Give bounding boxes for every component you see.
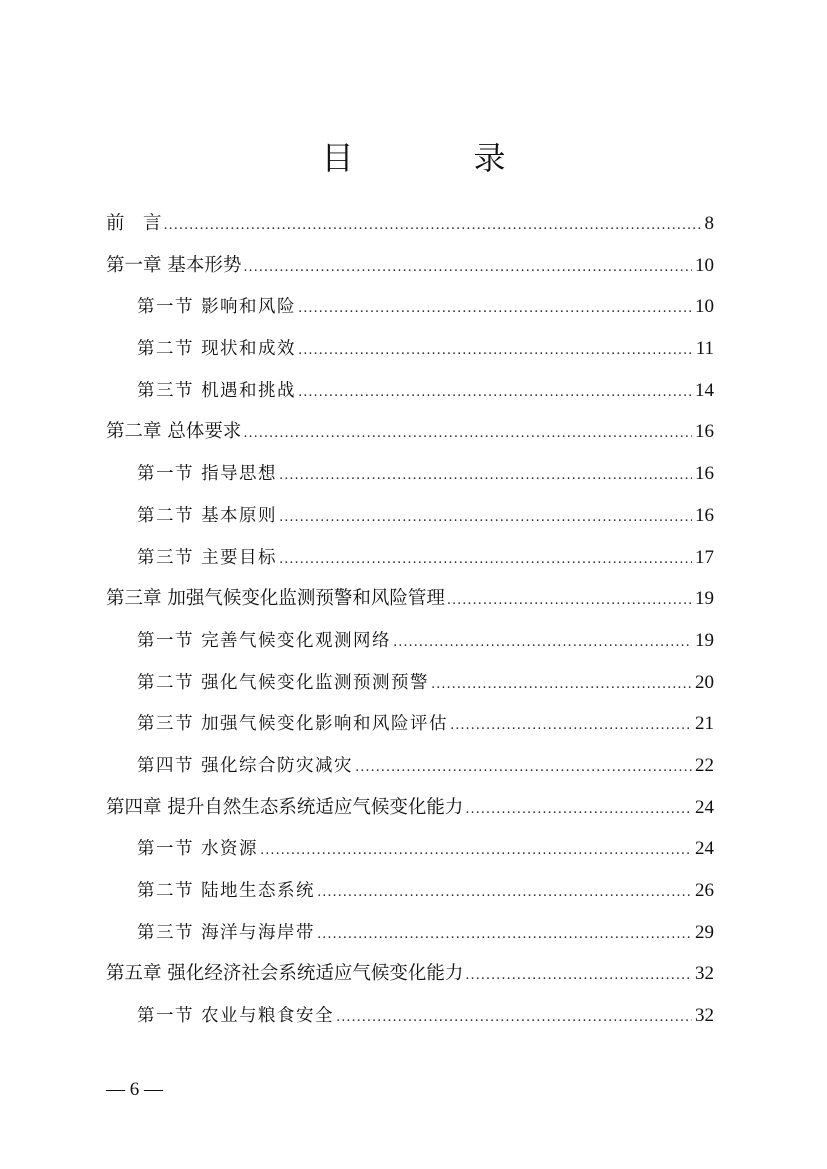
toc-entry-label: 第四章 提升自然生态系统适应气候变化能力 bbox=[106, 796, 464, 818]
toc-page-number: 20 bbox=[695, 671, 714, 693]
toc-section-entry[interactable] bbox=[106, 745, 714, 787]
toc-entry-label: 第三节 加强气候变化影响和风险评估 bbox=[137, 714, 449, 735]
toc-chapter-entry[interactable] bbox=[106, 953, 714, 995]
toc-entry-label: 第一节 影响和风险 bbox=[137, 297, 297, 318]
toc-chapter-entry[interactable] bbox=[106, 411, 714, 453]
page-title: 目 录 bbox=[321, 139, 550, 178]
toc-entry-label: 第一节 完善气候变化观测网络 bbox=[137, 630, 392, 651]
toc-entry-label: 第一节 指导思想 bbox=[137, 464, 278, 485]
toc-page-number: 8 bbox=[704, 213, 714, 234]
toc-dot-leader bbox=[393, 622, 692, 664]
toc-page-number: 17 bbox=[695, 546, 714, 568]
toc-entry-label: 第三节 海洋与海岸带 bbox=[137, 922, 316, 943]
toc-entry-label: 第一节 水资源 bbox=[137, 839, 259, 860]
toc-dot-leader bbox=[279, 497, 692, 539]
toc-section-entry[interactable] bbox=[106, 453, 714, 495]
toc-page-number: 19 bbox=[695, 629, 714, 651]
toc-section-entry[interactable] bbox=[106, 286, 714, 328]
toc-entry-label: 第二章 总体要求 bbox=[106, 421, 242, 443]
toc-section-entry[interactable] bbox=[106, 828, 714, 870]
toc-dot-leader bbox=[450, 705, 692, 747]
toc-entry-label: 第一章 基本形势 bbox=[106, 254, 242, 276]
page-number-footer: — 6 — bbox=[106, 1079, 163, 1100]
toc-dot-leader bbox=[465, 955, 692, 997]
toc-entry-label: 第二节 现状和成效 bbox=[137, 339, 297, 360]
toc-entry-label: 第五章 强化经济社会系统适应气候变化能力 bbox=[106, 963, 464, 985]
toc-dot-leader bbox=[243, 247, 692, 289]
toc-entry-label: 第三章 加强气候变化监测预警和风险管理 bbox=[106, 588, 445, 610]
toc-dot-leader bbox=[447, 580, 692, 622]
toc-page-number: 11 bbox=[695, 338, 714, 360]
toc-section-entry[interactable] bbox=[106, 703, 714, 745]
toc-dot-leader bbox=[279, 539, 692, 581]
toc-dot-leader bbox=[243, 413, 692, 455]
toc-dot-leader bbox=[465, 789, 692, 831]
toc-chapter-entry[interactable] bbox=[106, 578, 714, 620]
toc-page-number: 22 bbox=[695, 754, 714, 776]
toc-chapter-entry[interactable] bbox=[106, 787, 714, 829]
toc-page-number: 16 bbox=[695, 463, 714, 485]
toc-dot-leader bbox=[317, 914, 692, 956]
toc-page-number: 14 bbox=[695, 379, 714, 401]
toc-section-entry[interactable] bbox=[106, 495, 714, 537]
toc-entry-label: 第三节 机遇和挑战 bbox=[137, 380, 297, 401]
toc-page-number: 32 bbox=[695, 963, 714, 985]
toc-chapter-entry[interactable] bbox=[106, 203, 714, 245]
toc-page-number: 29 bbox=[695, 921, 714, 943]
toc-dot-leader bbox=[164, 205, 702, 247]
toc-page-number: 16 bbox=[695, 504, 714, 526]
toc-page-number: 19 bbox=[695, 588, 714, 610]
toc-dot-leader bbox=[260, 830, 692, 872]
toc-page-number: 10 bbox=[695, 254, 714, 276]
toc-section-entry[interactable] bbox=[106, 620, 714, 662]
toc-page-number: 24 bbox=[695, 796, 714, 818]
toc-dot-leader bbox=[336, 997, 692, 1039]
toc-page-number: 21 bbox=[695, 713, 714, 735]
toc-dot-leader bbox=[279, 455, 692, 497]
toc-entry-label: 第二节 陆地生态系统 bbox=[137, 881, 316, 901]
toc-dot-leader bbox=[298, 330, 693, 372]
toc-dot-leader bbox=[317, 872, 692, 914]
toc-dot-leader bbox=[298, 288, 692, 330]
toc-section-entry[interactable] bbox=[106, 537, 714, 579]
toc-entry-label: 第二节 强化气候变化监测预测预警 bbox=[137, 672, 430, 693]
toc-chapter-entry[interactable] bbox=[106, 245, 714, 287]
toc-entry-label: 第二节 基本原则 bbox=[137, 505, 278, 526]
toc-entry-label: 第四节 强化综合防灾减灾 bbox=[137, 755, 354, 776]
toc-page-number: 16 bbox=[695, 421, 714, 443]
toc-dot-leader bbox=[431, 664, 692, 706]
toc-page-number: 24 bbox=[695, 838, 714, 860]
toc-section-entry[interactable] bbox=[106, 870, 714, 912]
toc-dot-leader bbox=[298, 372, 692, 414]
toc-entry-label: 前 言 bbox=[106, 213, 162, 234]
table-of-contents bbox=[106, 203, 714, 1037]
toc-dot-leader bbox=[355, 747, 692, 789]
toc-section-entry[interactable] bbox=[106, 995, 714, 1037]
toc-section-entry[interactable] bbox=[106, 912, 714, 954]
toc-entry-label: 第三节 主要目标 bbox=[137, 547, 278, 568]
toc-section-entry[interactable] bbox=[106, 328, 714, 370]
toc-page-number: 26 bbox=[695, 880, 714, 901]
toc-page-number: 10 bbox=[695, 296, 714, 318]
toc-page-number: 32 bbox=[695, 1005, 714, 1027]
toc-section-entry[interactable] bbox=[106, 370, 714, 412]
toc-entry-label: 第一节 农业与粮食安全 bbox=[137, 1006, 335, 1027]
toc-section-entry[interactable] bbox=[106, 662, 714, 704]
